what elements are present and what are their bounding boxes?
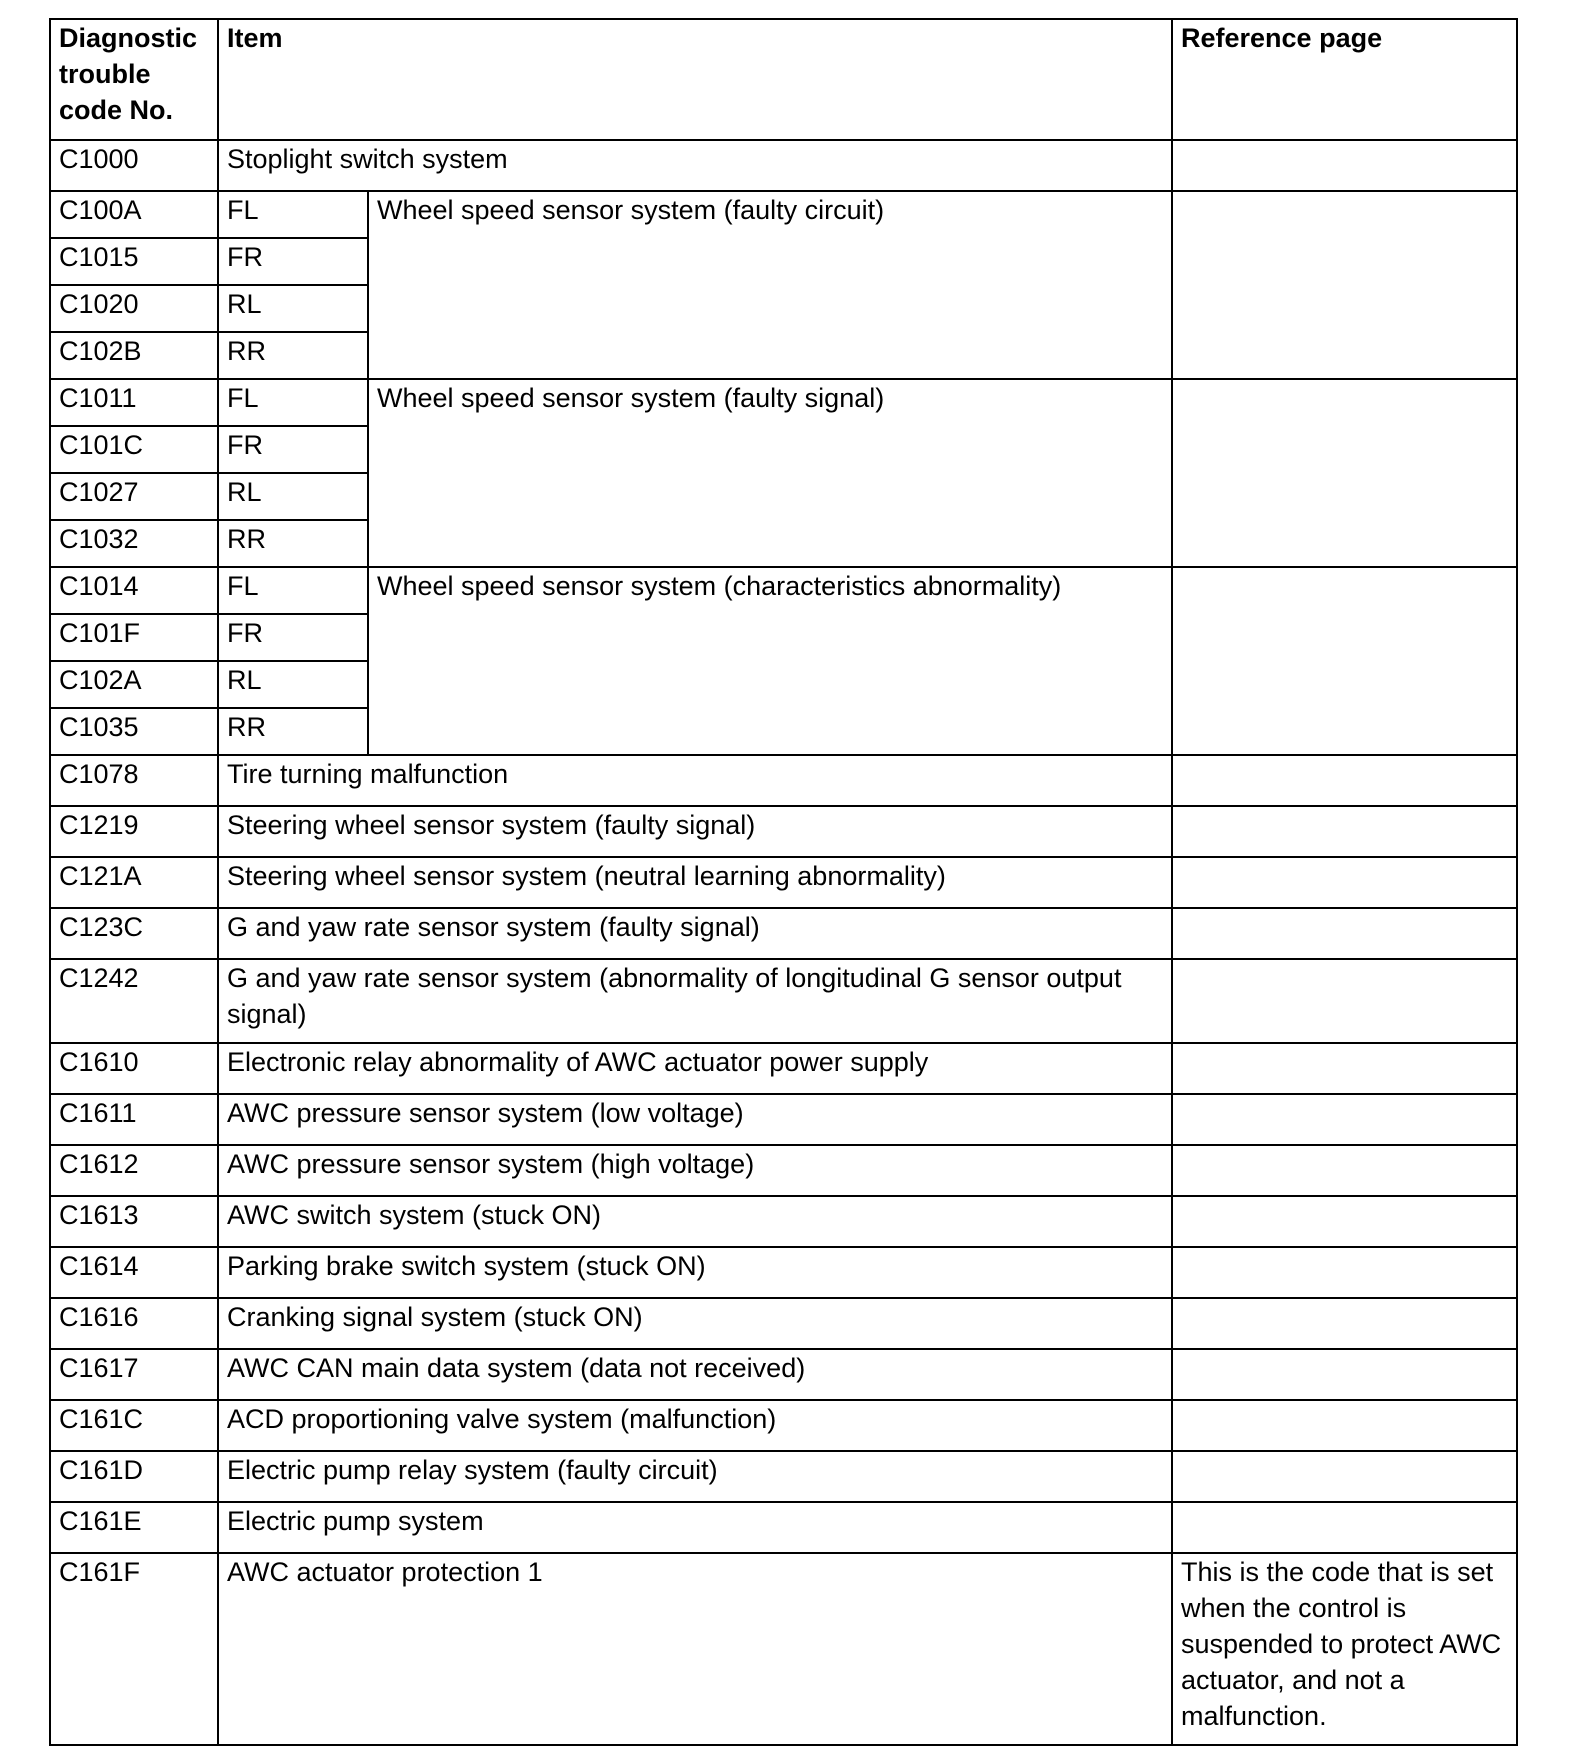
dtc-code: C121A [50,857,218,908]
dtc-code: C102A [50,661,218,708]
dtc-code: C161C [50,1400,218,1451]
dtc-item: ACD proportioning valve system (malfunction) [218,1400,1172,1451]
dtc-item: AWC actuator protection 1 [218,1553,1172,1745]
dtc-code: C1219 [50,806,218,857]
table-row [50,1196,1517,1247]
dtc-code: C161D [50,1451,218,1502]
dtc-item: AWC pressure sensor system (low voltage) [218,1094,1172,1145]
dtc-code: C1610 [50,1043,218,1094]
dtc-wheel: RR [218,332,368,379]
dtc-wheel: RR [218,708,368,755]
dtc-reference [1172,1196,1517,1247]
dtc-code: C102B [50,332,218,379]
dtc-item: G and yaw rate sensor system (faulty signal) [218,908,1172,959]
table-row [50,755,1517,806]
dtc-code: C1020 [50,285,218,332]
dtc-code: C123C [50,908,218,959]
dtc-item: Stoplight switch system [218,140,1172,191]
dtc-reference [1172,1451,1517,1502]
dtc-item: G and yaw rate sensor system (abnormality of longitudinal G sensor output signal) [218,959,1172,1043]
dtc-reference [1172,1298,1517,1349]
dtc-item: Electronic relay abnormality of AWC actuator power supply [218,1043,1172,1094]
header-reference: Reference page [1172,19,1517,140]
header-code: Diagnostic trouble code No. [50,19,218,140]
table-row [50,379,1517,426]
table-header-row [50,19,1517,140]
dtc-code: C161E [50,1502,218,1553]
dtc-wheel: FL [218,567,368,614]
header-item: Item [218,19,1172,140]
dtc-code: C101C [50,426,218,473]
dtc-code: C100A [50,191,218,238]
dtc-item: Parking brake switch system (stuck ON) [218,1247,1172,1298]
table-row [50,1502,1517,1553]
table-row [50,1145,1517,1196]
dtc-code: C1612 [50,1145,218,1196]
dtc-item: Tire turning malfunction [218,755,1172,806]
dtc-code: C161F [50,1553,218,1745]
dtc-item: Cranking signal system (stuck ON) [218,1298,1172,1349]
dtc-wheel: FR [218,426,368,473]
dtc-reference-note: This is the code that is set when the control is suspended to protect AWC actuator, and not a malfunction. [1172,1553,1517,1745]
dtc-reference [1172,755,1517,806]
dtc-wheel: RL [218,285,368,332]
dtc-wheel: FL [218,191,368,238]
table-row [50,140,1517,191]
table-row [50,959,1517,1043]
dtc-code: C1035 [50,708,218,755]
dtc-reference [1172,1094,1517,1145]
dtc-item: Steering wheel sensor system (neutral learning abnormality) [218,857,1172,908]
dtc-reference [1172,857,1517,908]
dtc-item: Steering wheel sensor system (faulty signal) [218,806,1172,857]
dtc-wheel: RL [218,473,368,520]
dtc-item: Electric pump relay system (faulty circuit) [218,1451,1172,1502]
dtc-code: C1617 [50,1349,218,1400]
dtc-code: C1011 [50,379,218,426]
table-row [50,1298,1517,1349]
dtc-table [49,18,1518,1746]
dtc-group-reference [1172,379,1517,567]
dtc-item: AWC pressure sensor system (high voltage) [218,1145,1172,1196]
table-row [50,908,1517,959]
table-row [50,1553,1517,1745]
dtc-code: C1015 [50,238,218,285]
dtc-reference [1172,1145,1517,1196]
dtc-code: C1000 [50,140,218,191]
dtc-reference [1172,1400,1517,1451]
dtc-reference [1172,1502,1517,1553]
dtc-wheel: FR [218,614,368,661]
dtc-code: C1014 [50,567,218,614]
dtc-code: C1611 [50,1094,218,1145]
table-row [50,1094,1517,1145]
dtc-reference [1172,908,1517,959]
dtc-code: C1613 [50,1196,218,1247]
table-row [50,1400,1517,1451]
dtc-code: C1078 [50,755,218,806]
dtc-reference [1172,1349,1517,1400]
dtc-reference [1172,959,1517,1043]
dtc-reference [1172,1043,1517,1094]
dtc-group-description: Wheel speed sensor system (faulty circuit) [368,191,1172,379]
dtc-item: AWC CAN main data system (data not received) [218,1349,1172,1400]
dtc-wheel: RR [218,520,368,567]
dtc-group-description: Wheel speed sensor system (characteristics abnormality) [368,567,1172,755]
table-row [50,1247,1517,1298]
dtc-wheel: FR [218,238,368,285]
table-row [50,1451,1517,1502]
dtc-item: Electric pump system [218,1502,1172,1553]
dtc-code: C1027 [50,473,218,520]
dtc-code: C1614 [50,1247,218,1298]
dtc-code: C101F [50,614,218,661]
dtc-reference [1172,1247,1517,1298]
dtc-code: C1242 [50,959,218,1043]
dtc-group-reference [1172,567,1517,755]
table-row [50,806,1517,857]
dtc-wheel: RL [218,661,368,708]
table-row [50,567,1517,614]
dtc-group-reference [1172,191,1517,379]
dtc-wheel: FL [218,379,368,426]
table-row [50,857,1517,908]
table-row [50,1349,1517,1400]
dtc-code: C1616 [50,1298,218,1349]
dtc-item: AWC switch system (stuck ON) [218,1196,1172,1247]
table-row [50,191,1517,238]
dtc-group-description: Wheel speed sensor system (faulty signal) [368,379,1172,567]
dtc-reference [1172,140,1517,191]
dtc-reference [1172,806,1517,857]
dtc-code: C1032 [50,520,218,567]
table-row [50,1043,1517,1094]
